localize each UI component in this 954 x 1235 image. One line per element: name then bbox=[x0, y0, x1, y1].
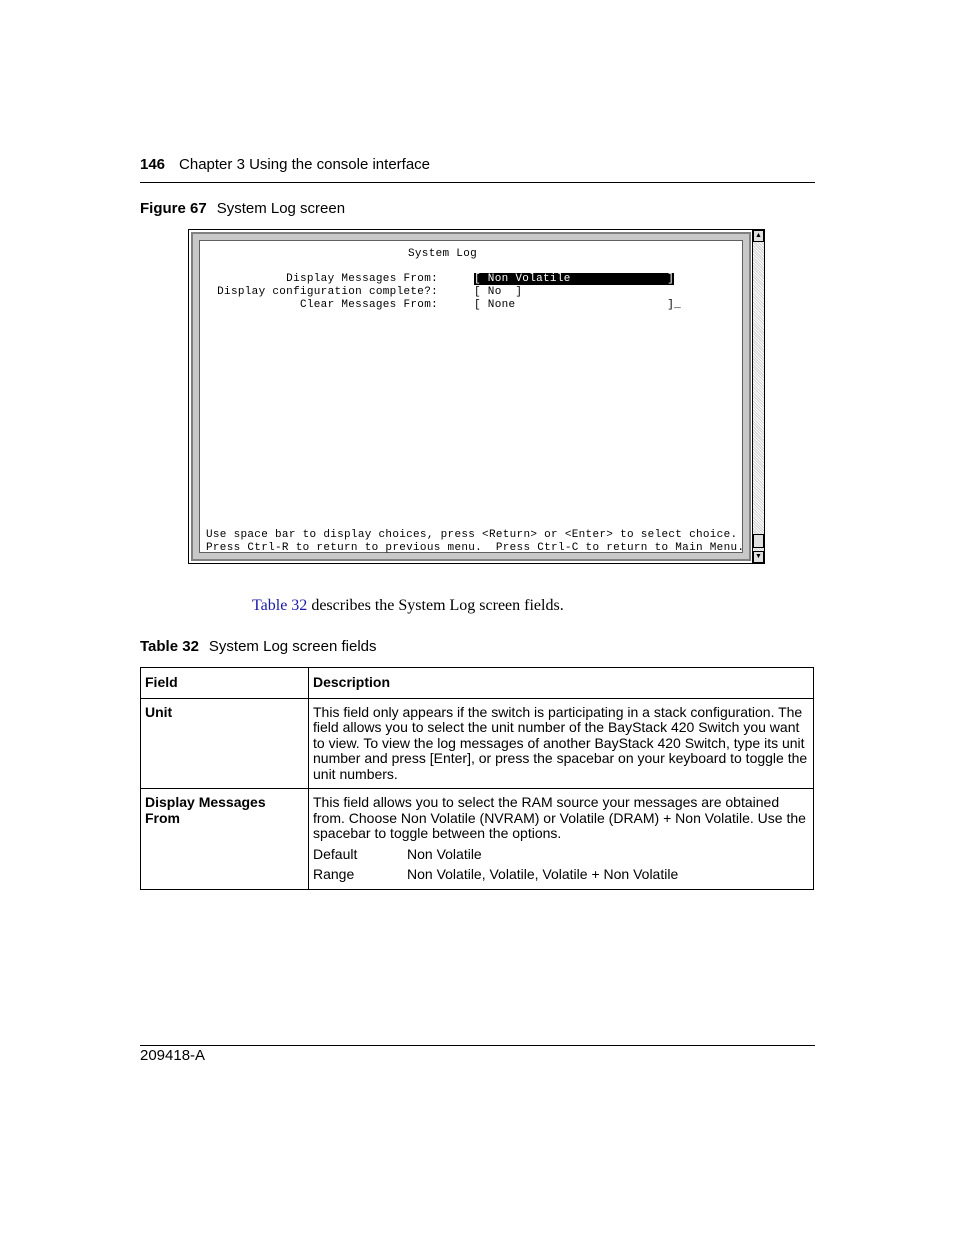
table-32-link[interactable]: Table 32 bbox=[252, 597, 308, 614]
page-number: 146 bbox=[140, 156, 166, 173]
default-row bbox=[313, 847, 809, 863]
field-value-clear-messages[interactable]: [ None ]_ bbox=[474, 299, 682, 311]
field-label-display-messages: Display Messages From: bbox=[286, 273, 438, 285]
description-text: This field allows you to select the RAM source your messages are obtained from. Choose Non Volatile (NVRAM) or Volatile (DRAM) + Non Volatile. Use the spacebar to toggle between the options. bbox=[313, 794, 806, 841]
table-reference-paragraph bbox=[252, 597, 564, 615]
figure-label: Figure 67 bbox=[140, 200, 207, 217]
column-header-description: Description bbox=[309, 668, 814, 699]
table-title: System Log screen fields bbox=[208, 638, 377, 655]
description-cell bbox=[309, 789, 814, 890]
scroll-down-arrow-icon[interactable]: ▼ bbox=[753, 551, 764, 563]
scroll-up-arrow-icon[interactable]: ▲ bbox=[753, 230, 764, 242]
table-label: Table 32 bbox=[140, 638, 199, 655]
range-row bbox=[313, 867, 809, 883]
terminal-help-line-2: Press Ctrl-R to return to previous menu. Press Ctrl-C to return to Main Menu. bbox=[206, 542, 745, 554]
scroll-thumb[interactable] bbox=[753, 534, 764, 548]
field-value-display-config[interactable]: [ No ] bbox=[474, 286, 523, 298]
fields-table bbox=[140, 667, 814, 890]
page-header bbox=[140, 156, 430, 173]
table-caption bbox=[140, 638, 377, 655]
field-value-display-messages[interactable]: [ Non Volatile ] bbox=[474, 273, 675, 285]
terminal-window bbox=[188, 229, 765, 564]
field-label-display-config: Display configuration complete?: bbox=[217, 286, 438, 298]
default-value: Non Volatile bbox=[407, 845, 482, 862]
footer-rule bbox=[140, 1045, 815, 1046]
figure-caption bbox=[140, 200, 345, 217]
document-number: 209418-A bbox=[140, 1047, 206, 1064]
figure-title: System Log screen bbox=[216, 200, 346, 217]
table-header-row bbox=[141, 668, 814, 699]
terminal-scrollbar[interactable] bbox=[752, 230, 764, 563]
paragraph-text: describes the System Log screen fields. bbox=[307, 597, 564, 614]
range-label: Range bbox=[313, 866, 355, 882]
table-row bbox=[141, 789, 814, 890]
field-name-cell: Unit bbox=[141, 698, 309, 789]
terminal-help-line-1: Use space bar to display choices, press <Return> or <Enter> to select choice. bbox=[206, 529, 738, 541]
column-header-field: Field bbox=[141, 668, 309, 699]
field-label-clear-messages: Clear Messages From: bbox=[299, 299, 438, 311]
header-rule bbox=[140, 182, 815, 183]
table-row bbox=[141, 698, 814, 789]
chapter-title: Chapter 3 Using the console interface bbox=[179, 156, 431, 173]
default-label: Default bbox=[313, 845, 358, 862]
range-value: Non Volatile, Volatile, Volatile + Non Volatile bbox=[407, 866, 679, 882]
description-cell: This field only appears if the switch is participating in a stack configuration. The field allows you to select the unit number of the BayStack 420 Switch you want to view. To view the log messages of another BayStack 420 Switch, type its unit number and press [Enter], or press the spacebar on your keyboard to toggle the unit numbers. bbox=[309, 698, 814, 789]
terminal-screen bbox=[199, 240, 743, 553]
field-name-cell: Display Messages From bbox=[141, 789, 309, 890]
terminal-title: System Log bbox=[408, 248, 478, 260]
terminal-frame bbox=[191, 232, 751, 561]
